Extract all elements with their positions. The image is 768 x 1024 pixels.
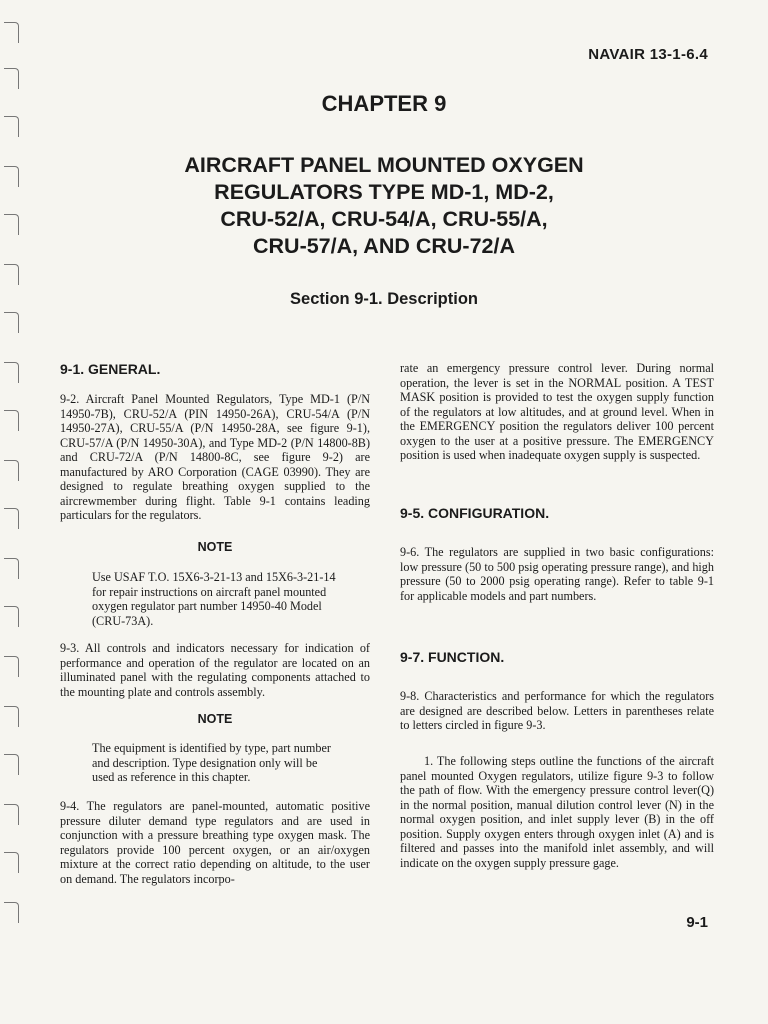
chapter-heading: CHAPTER 9 [321, 91, 447, 116]
note-heading: NOTE [197, 540, 233, 554]
heading-function: 9-7. FUNCTION. [400, 649, 505, 665]
title-line: REGULATORS TYPE MD-1, MD-2, [214, 180, 554, 204]
heading-configuration: 9-5. CONFIGURATION. [400, 505, 550, 521]
paragraph-9-2: 9-2. Aircraft Panel Mounted Regulators, Type MD-1 (P/N 14950-7B), CRU-52/A (PIN 14950-26A), CRU-54/A (P/N 14950-27A), CRU-55/A (P/N 14950-28A, see figure 9-1), CRU-57/A (P/N 14950-30A), and Type MD-2 (P/N 14800-8B) and CRU-72/A (P/N 14800-8C, see figure 9-2) are manufactured by ARO Corporation (CAGE 03990). They are designed to regulate breathing oxygen supplied to the aircrewmember during flight. Table 9-1 contains leading particulars for the regulators. [60, 392, 370, 522]
paragraph-continued: rate an emergency pressure control lever. During normal operation, the lever is set in the NORMAL position. A TEST MASK position is provided to test the oxygen supply function of the regulators at low altitudes, and at ground level. When in the EMERGENCY position the regulators deliver 100 percent oxygen to the user at a positive pressure. The EMERGENCY position is used when inadequate oxygen supply is suspected. [400, 361, 714, 462]
page-number: 9-1 [686, 914, 708, 931]
title-line: CRU-52/A, CRU-54/A, CRU-55/A, [220, 207, 548, 231]
paragraph-9-3: 9-3. All controls and indicators necessary for indication of performance and operation of the regulator are located on an illuminated panel with the regulating components attached to the mounting plate and controls assembly. [60, 641, 370, 699]
paragraph-step-1: 1. The following steps outline the functions of the aircraft panel mounted Oxygen regulators, utilize figure 9-3 to follow the path of flow. With the emergency pressure control lever(Q) in the normal position, manual dilution control lever (N) in the normal oxygen position, and inlet supply lever (B) in the off position. Supply oxygen enters through oxygen inlet (A) and is filtered and passes into the manifold inlet assembly, and will indicate on the oxygen supply pressure gage. [400, 754, 714, 870]
binder-punch-marks [0, 0, 26, 1024]
paragraph-9-8: 9-8. Characteristics and performance for which the regulators are designed are described below. Letters in parentheses relate to letters circled in figure 9-3. [400, 689, 714, 732]
note-body: Use USAF T.O. 15X6-3-21-13 and 15X6-3-21-14 for repair instructions on aircraft panel mounted oxygen regulator part number 14950-40 Model (CRU-73A). [92, 570, 336, 628]
paragraph-9-6: 9-6. The regulators are supplied in two basic configurations: low pressure (50 to 500 psig operating pressure range), and high pressure (50 to 2000 psig operating range). Refer to table 9-1 for applicable models and part numbers. [400, 545, 714, 603]
chapter-title [100, 152, 668, 260]
heading-general: 9-1. GENERAL. [60, 361, 161, 377]
title-line: AIRCRAFT PANEL MOUNTED OXYGEN [184, 153, 584, 177]
note-body: The equipment is identified by type, part number and description. Type designation only will be used as reference in this chapter. [92, 741, 331, 784]
title-line: CRU-57/A, AND CRU-72/A [252, 234, 515, 258]
document-code: NAVAIR 13-1-6.4 [588, 46, 708, 63]
note-heading: NOTE [197, 712, 233, 726]
paragraph-9-4: 9-4. The regulators are panel-mounted, automatic positive pressure diluter demand type regulators and are used in conjunction with a pressure breathing type oxygen mask. The regulators provide 100 percent oxygen, or an air/oxygen mixture at the correct ratio depending on altitude, to the user on demand. The regulators incorpo- [60, 799, 370, 886]
section-heading: Section 9-1. Description [290, 290, 478, 308]
